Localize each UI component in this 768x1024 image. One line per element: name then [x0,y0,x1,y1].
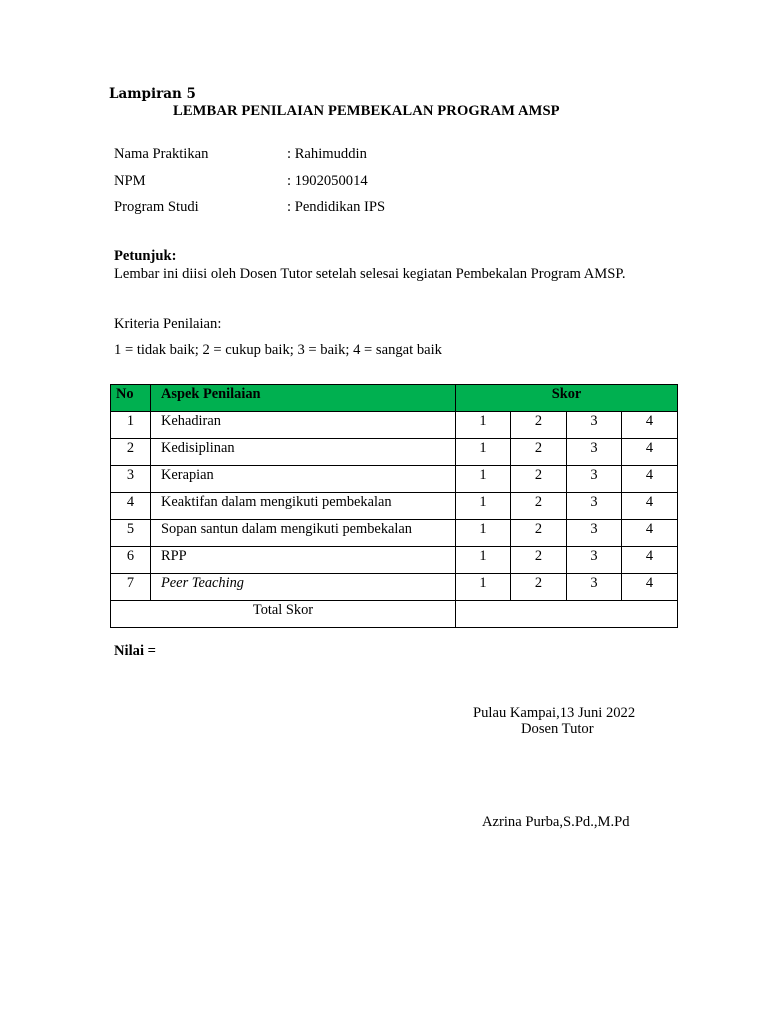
row-no: 5 [111,520,151,547]
row-aspek: Sopan santun dalam mengikuti pembekalan [151,520,456,547]
total-score-label: Total Skor [111,601,456,628]
score-option-4[interactable]: 4 [622,493,678,520]
row-no: 4 [111,493,151,520]
appendix-label: Lampiran 5 [109,86,196,102]
row-no: 3 [111,466,151,493]
score-option-4[interactable]: 4 [622,439,678,466]
score-option-1[interactable]: 1 [456,520,511,547]
signature-place-date: Pulau Kampai,13 Juni 2022 [473,705,636,721]
row-no: 2 [111,439,151,466]
row-no: 6 [111,547,151,574]
instructions-text: Lembar ini diisi oleh Dosen Tutor setelah selesai kegiatan Pembekalan Program AMSP. [114,266,626,282]
table-row [111,574,678,601]
score-option-2[interactable]: 2 [511,412,567,439]
table-row [111,547,678,574]
header-skor: Skor [456,385,678,412]
info-label-prodi: Program Studi [114,199,199,215]
signature-role: Dosen Tutor [521,721,594,737]
score-option-3[interactable]: 3 [567,547,622,574]
criteria-heading: Kriteria Penilaian: [114,316,222,332]
score-option-2[interactable]: 2 [511,439,567,466]
info-value-npm: : 1902050014 [287,173,368,189]
row-aspek: Kerapian [151,466,456,493]
info-value-prodi: : Pendidikan IPS [287,199,386,215]
row-aspek: Kedisiplinan [151,439,456,466]
score-option-1[interactable]: 1 [456,466,511,493]
score-option-1[interactable]: 1 [456,439,511,466]
score-option-3[interactable]: 3 [567,493,622,520]
score-option-2[interactable]: 2 [511,574,567,601]
signature-name: Azrina Purba,S.Pd.,M.Pd [482,814,630,830]
row-aspek: Kehadiran [151,412,456,439]
score-option-2[interactable]: 2 [511,547,567,574]
row-aspek: RPP [151,547,456,574]
total-score-field[interactable] [456,601,678,628]
table-row [111,412,678,439]
score-option-1[interactable]: 1 [456,574,511,601]
info-label-nama: Nama Praktikan [114,146,209,162]
grade-label: Nilai = [114,643,156,659]
instructions-heading: Petunjuk: [114,248,177,264]
criteria-text: 1 = tidak baik; 2 = cukup baik; 3 = baik; 4 = sangat baik [114,342,442,358]
total-row [111,601,678,628]
header-aspek: Aspek Penilaian [151,385,456,412]
score-option-2[interactable]: 2 [511,466,567,493]
info-value-nama: : Rahimuddin [287,146,367,162]
score-option-3[interactable]: 3 [567,439,622,466]
score-option-1[interactable]: 1 [456,412,511,439]
score-option-2[interactable]: 2 [511,493,567,520]
score-option-4[interactable]: 4 [622,574,678,601]
score-option-3[interactable]: 3 [567,412,622,439]
table-row [111,439,678,466]
score-option-2[interactable]: 2 [511,520,567,547]
score-option-3[interactable]: 3 [567,520,622,547]
score-option-3[interactable]: 3 [567,466,622,493]
score-option-1[interactable]: 1 [456,547,511,574]
score-option-4[interactable]: 4 [622,547,678,574]
score-option-4[interactable]: 4 [622,466,678,493]
table-row [111,520,678,547]
score-option-1[interactable]: 1 [456,493,511,520]
row-aspek: Peer Teaching [151,574,456,601]
score-option-4[interactable]: 4 [622,412,678,439]
score-option-3[interactable]: 3 [567,574,622,601]
header-no: No [111,385,151,412]
score-option-4[interactable]: 4 [622,520,678,547]
table-header-row [111,385,678,412]
row-no: 7 [111,574,151,601]
table-row [111,466,678,493]
info-label-npm: NPM [114,173,146,189]
document-title: LEMBAR PENILAIAN PEMBEKALAN PROGRAM AMSP [173,103,560,119]
row-aspek: Keaktifan dalam mengikuti pembekalan [151,493,456,520]
assessment-table [110,384,678,628]
table-row [111,493,678,520]
row-no: 1 [111,412,151,439]
